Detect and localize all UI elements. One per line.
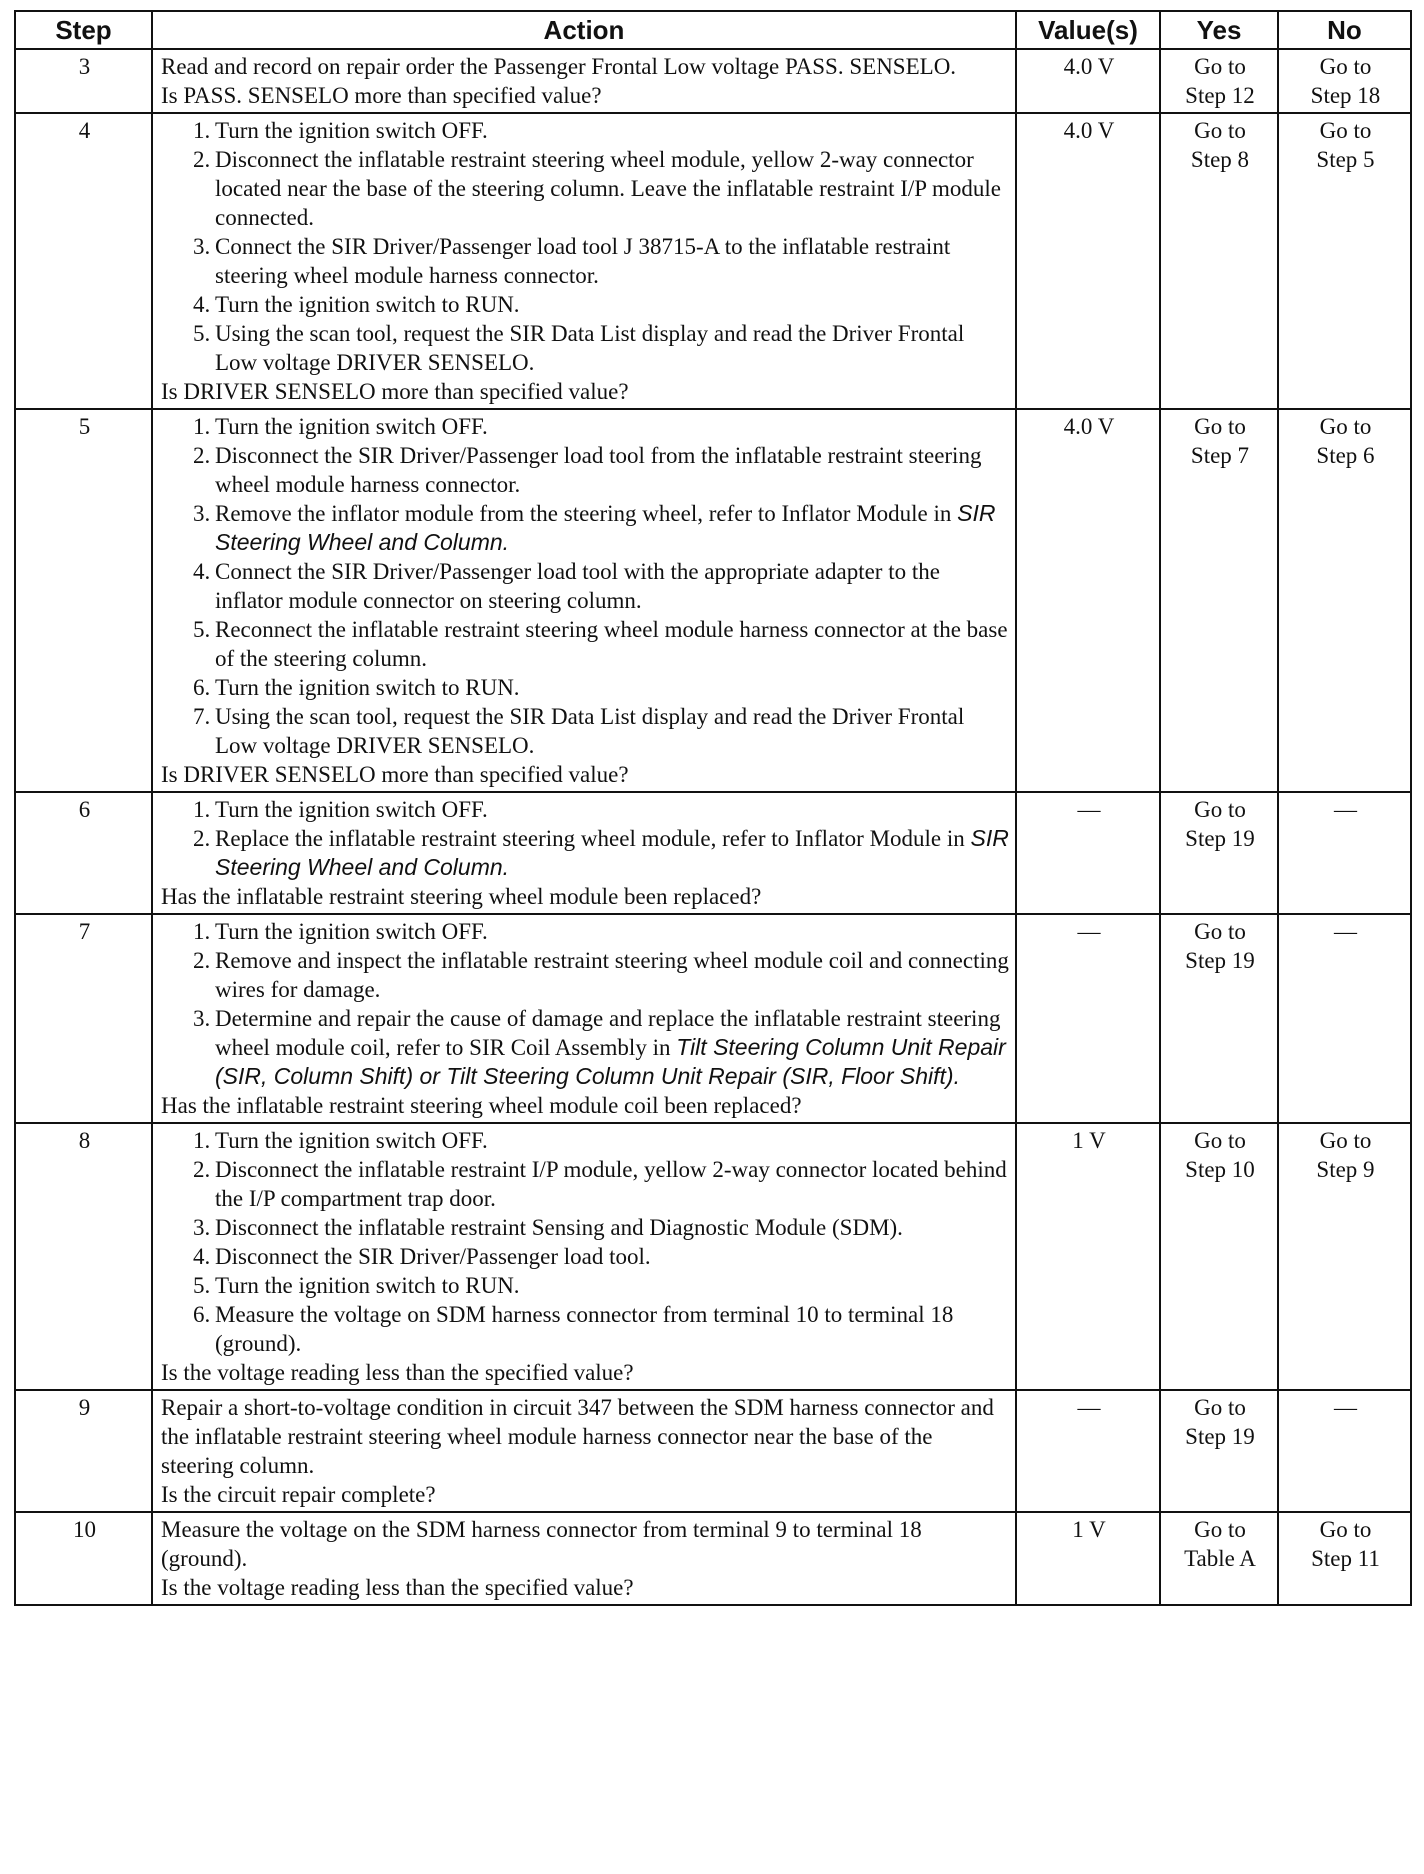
action-step bbox=[161, 1213, 1009, 1242]
action-step-number: 3. bbox=[193, 1215, 211, 1240]
action-step-text bbox=[215, 441, 1009, 499]
action-step-body: Determine and repair the cause of damage and replace the inflatable restraint steering wheel module coil, refer to SIR Coil Assembly in bbox=[215, 1006, 1001, 1060]
action-cell bbox=[152, 113, 1016, 409]
action-step bbox=[161, 1242, 1009, 1271]
action-question: Is DRIVER SENSELO more than specified value? bbox=[161, 762, 629, 787]
table-body bbox=[15, 49, 1411, 1605]
yes-cell: Go to Step 7 bbox=[1160, 409, 1278, 792]
action-step-body: Turn the ignition switch to RUN. bbox=[215, 675, 520, 700]
action-step-number: 3. bbox=[193, 501, 211, 526]
value-cell: 4.0 V bbox=[1016, 409, 1160, 792]
action-step-number: 1. bbox=[193, 414, 211, 439]
value-cell: 4.0 V bbox=[1016, 49, 1160, 113]
action-step bbox=[161, 290, 1009, 319]
value-cell: 4.0 V bbox=[1016, 113, 1160, 409]
action-step bbox=[161, 795, 1009, 824]
action-step-text bbox=[215, 702, 1009, 760]
action-question: Is PASS. SENSELO more than specified value? bbox=[161, 83, 602, 108]
action-step bbox=[161, 145, 1009, 232]
action-step-number: 4. bbox=[193, 559, 211, 584]
header-yes: Yes bbox=[1160, 11, 1278, 49]
action-step bbox=[161, 412, 1009, 441]
action-step-number: 6. bbox=[193, 1302, 211, 1327]
value-cell: — bbox=[1016, 792, 1160, 914]
action-step-body: Measure the voltage on SDM harness connector from terminal 10 to terminal 18 (ground). bbox=[215, 1302, 954, 1356]
action-step-number: 5. bbox=[193, 617, 211, 642]
action-step bbox=[161, 702, 1009, 760]
yes-cell: Go to Step 8 bbox=[1160, 113, 1278, 409]
action-question: Is the circuit repair complete? bbox=[161, 1482, 436, 1507]
header-row bbox=[15, 11, 1411, 49]
value-cell: — bbox=[1016, 914, 1160, 1123]
action-cell bbox=[152, 1390, 1016, 1512]
action-step-text bbox=[215, 290, 1009, 319]
action-step-number: 4. bbox=[193, 292, 211, 317]
action-step bbox=[161, 441, 1009, 499]
action-step-body: Using the scan tool, request the SIR Data List display and read the Driver Frontal Low voltage DRIVER SENSELO. bbox=[215, 704, 965, 758]
action-step bbox=[161, 946, 1009, 1004]
action-question: Is the voltage reading less than the specified value? bbox=[161, 1575, 634, 1600]
action-step bbox=[161, 499, 1009, 557]
no-cell: Go to Step 5 bbox=[1278, 113, 1411, 409]
step-number: 6 bbox=[15, 792, 152, 914]
action-step-body: Connect the SIR Driver/Passenger load tool J 38715-A to the inflatable restraint steering wheel module harness connector. bbox=[215, 234, 951, 288]
action-step-body: Turn the ignition switch to RUN. bbox=[215, 292, 520, 317]
action-intro: Measure the voltage on the SDM harness connector from terminal 9 to terminal 18 (ground). bbox=[161, 1517, 922, 1571]
action-step-body: Disconnect the inflatable restraint steering wheel module, yellow 2-way connector located near the base of the steering column. Leave the inflatable restraint I/P module connected. bbox=[215, 147, 1001, 230]
action-intro: Read and record on repair order the Passenger Frontal Low voltage PASS. SENSELO. bbox=[161, 54, 957, 79]
action-step-text bbox=[215, 946, 1009, 1004]
action-step-text bbox=[215, 1155, 1009, 1213]
action-step-number: 1. bbox=[193, 919, 211, 944]
action-step-body: Turn the ignition switch OFF. bbox=[215, 118, 488, 143]
no-cell: — bbox=[1278, 792, 1411, 914]
action-step-body: Disconnect the SIR Driver/Passenger load tool. bbox=[215, 1244, 651, 1269]
table-row bbox=[15, 914, 1411, 1123]
action-step-number: 4. bbox=[193, 1244, 211, 1269]
action-step-body: Disconnect the inflatable restraint Sensing and Diagnostic Module (SDM). bbox=[215, 1215, 903, 1240]
action-step-number: 2. bbox=[193, 826, 211, 851]
action-steps bbox=[161, 795, 1009, 882]
step-number: 8 bbox=[15, 1123, 152, 1390]
action-question: Is DRIVER SENSELO more than specified value? bbox=[161, 379, 629, 404]
table-row bbox=[15, 792, 1411, 914]
diagnostic-table bbox=[14, 10, 1412, 1606]
table-row bbox=[15, 49, 1411, 113]
action-step-text bbox=[215, 116, 1009, 145]
action-step bbox=[161, 1155, 1009, 1213]
yes-cell: Go to Step 19 bbox=[1160, 792, 1278, 914]
action-step-number: 1. bbox=[193, 797, 211, 822]
action-step bbox=[161, 1126, 1009, 1155]
header-no: No bbox=[1278, 11, 1411, 49]
action-intro: Repair a short-to-voltage condition in circuit 347 between the SDM harness connector and the inflatable restraint steering wheel module harness connector near the base of the steering column. bbox=[161, 1395, 994, 1478]
action-step-number: 3. bbox=[193, 1006, 211, 1031]
yes-cell: Go to Step 10 bbox=[1160, 1123, 1278, 1390]
action-cell bbox=[152, 1123, 1016, 1390]
action-step-text bbox=[215, 824, 1009, 882]
action-step bbox=[161, 917, 1009, 946]
action-step-text bbox=[215, 615, 1009, 673]
table-row bbox=[15, 1123, 1411, 1390]
step-number: 10 bbox=[15, 1512, 152, 1605]
action-step-text bbox=[215, 557, 1009, 615]
action-step-number: 3. bbox=[193, 234, 211, 259]
step-number: 9 bbox=[15, 1390, 152, 1512]
no-cell: Go to Step 18 bbox=[1278, 49, 1411, 113]
value-cell: — bbox=[1016, 1390, 1160, 1512]
action-step-body: Remove the inflator module from the steering wheel, refer to Inflator Module in bbox=[215, 501, 958, 526]
action-step-number: 5. bbox=[193, 321, 211, 346]
no-cell: Go to Step 9 bbox=[1278, 1123, 1411, 1390]
action-step bbox=[161, 1271, 1009, 1300]
action-step-text bbox=[215, 1213, 1009, 1242]
action-step-number: 5. bbox=[193, 1273, 211, 1298]
action-step-body: Turn the ignition switch OFF. bbox=[215, 919, 488, 944]
action-step-text bbox=[215, 1300, 1009, 1358]
yes-cell: Go to Step 19 bbox=[1160, 914, 1278, 1123]
step-number: 7 bbox=[15, 914, 152, 1123]
action-step-number: 2. bbox=[193, 443, 211, 468]
action-step-text bbox=[215, 145, 1009, 232]
value-cell: 1 V bbox=[1016, 1123, 1160, 1390]
manual-reference: SIR Steering Wheel and Column. bbox=[215, 500, 996, 555]
action-step-text bbox=[215, 232, 1009, 290]
table-row bbox=[15, 1390, 1411, 1512]
table-row bbox=[15, 409, 1411, 792]
header-values: Value(s) bbox=[1016, 11, 1160, 49]
action-cell bbox=[152, 914, 1016, 1123]
action-step bbox=[161, 319, 1009, 377]
no-cell: — bbox=[1278, 1390, 1411, 1512]
action-step-body: Replace the inflatable restraint steering wheel module, refer to Inflator Module in bbox=[215, 826, 971, 851]
action-step-number: 2. bbox=[193, 1157, 211, 1182]
action-step bbox=[161, 673, 1009, 702]
action-step-number: 7. bbox=[193, 704, 211, 729]
action-step-number: 6. bbox=[193, 675, 211, 700]
action-step bbox=[161, 615, 1009, 673]
action-step-body: Connect the SIR Driver/Passenger load tool with the appropriate adapter to the inflator module connector on steering column. bbox=[215, 559, 940, 613]
action-step-text bbox=[215, 673, 1009, 702]
action-step-text bbox=[215, 412, 1009, 441]
action-steps bbox=[161, 1126, 1009, 1358]
action-step bbox=[161, 116, 1009, 145]
action-question: Has the inflatable restraint steering wheel module been replaced? bbox=[161, 884, 762, 909]
action-step bbox=[161, 232, 1009, 290]
action-cell bbox=[152, 49, 1016, 113]
table-row bbox=[15, 113, 1411, 409]
table-row bbox=[15, 1512, 1411, 1605]
action-step-text bbox=[215, 795, 1009, 824]
action-step-body: Reconnect the inflatable restraint steering wheel module harness connector at the base of the steering column. bbox=[215, 617, 1008, 671]
action-step-body: Turn the ignition switch to RUN. bbox=[215, 1273, 520, 1298]
step-number: 4 bbox=[15, 113, 152, 409]
manual-reference: SIR Steering Wheel and Column. bbox=[215, 825, 1009, 880]
manual-reference: Tilt Steering Column Unit Repair (SIR, Column Shift) or Tilt Steering Column Unit Repair (SIR, Floor Shift). bbox=[215, 1034, 1006, 1089]
step-number: 5 bbox=[15, 409, 152, 792]
action-cell bbox=[152, 409, 1016, 792]
action-question: Has the inflatable restraint steering wheel module coil been replaced? bbox=[161, 1093, 802, 1118]
action-step-body: Disconnect the SIR Driver/Passenger load tool from the inflatable restraint steering wheel module harness connector. bbox=[215, 443, 982, 497]
header-step: Step bbox=[15, 11, 152, 49]
action-cell bbox=[152, 792, 1016, 914]
action-step-text bbox=[215, 319, 1009, 377]
no-cell: — bbox=[1278, 914, 1411, 1123]
action-step-body: Turn the ignition switch OFF. bbox=[215, 414, 488, 439]
action-step-text bbox=[215, 1271, 1009, 1300]
action-step-number: 2. bbox=[193, 948, 211, 973]
action-step-text bbox=[215, 1004, 1009, 1091]
action-question: Is the voltage reading less than the specified value? bbox=[161, 1360, 634, 1385]
action-step-text bbox=[215, 917, 1009, 946]
action-cell bbox=[152, 1512, 1016, 1605]
action-step-body: Remove and inspect the inflatable restraint steering wheel module coil and connecting wires for damage. bbox=[215, 948, 1009, 1002]
yes-cell: Go to Table A bbox=[1160, 1512, 1278, 1605]
action-steps bbox=[161, 116, 1009, 377]
action-steps bbox=[161, 917, 1009, 1091]
value-cell: 1 V bbox=[1016, 1512, 1160, 1605]
action-step bbox=[161, 1300, 1009, 1358]
yes-cell: Go to Step 19 bbox=[1160, 1390, 1278, 1512]
header-action: Action bbox=[152, 11, 1016, 49]
action-step-number: 1. bbox=[193, 118, 211, 143]
action-step-number: 1. bbox=[193, 1128, 211, 1153]
no-cell: Go to Step 11 bbox=[1278, 1512, 1411, 1605]
action-step-body: Turn the ignition switch OFF. bbox=[215, 797, 488, 822]
action-step-text bbox=[215, 1242, 1009, 1271]
action-step bbox=[161, 557, 1009, 615]
step-number: 3 bbox=[15, 49, 152, 113]
yes-cell: Go to Step 12 bbox=[1160, 49, 1278, 113]
action-step-text bbox=[215, 499, 1009, 557]
action-step bbox=[161, 1004, 1009, 1091]
action-step-body: Turn the ignition switch OFF. bbox=[215, 1128, 488, 1153]
action-step-body: Disconnect the inflatable restraint I/P module, yellow 2-way connector located behind the I/P compartment trap door. bbox=[215, 1157, 1007, 1211]
action-step-number: 2. bbox=[193, 147, 211, 172]
action-step-body: Using the scan tool, request the SIR Data List display and read the Driver Frontal Low voltage DRIVER SENSELO. bbox=[215, 321, 965, 375]
action-step-text bbox=[215, 1126, 1009, 1155]
no-cell: Go to Step 6 bbox=[1278, 409, 1411, 792]
action-step bbox=[161, 824, 1009, 882]
action-steps bbox=[161, 412, 1009, 760]
